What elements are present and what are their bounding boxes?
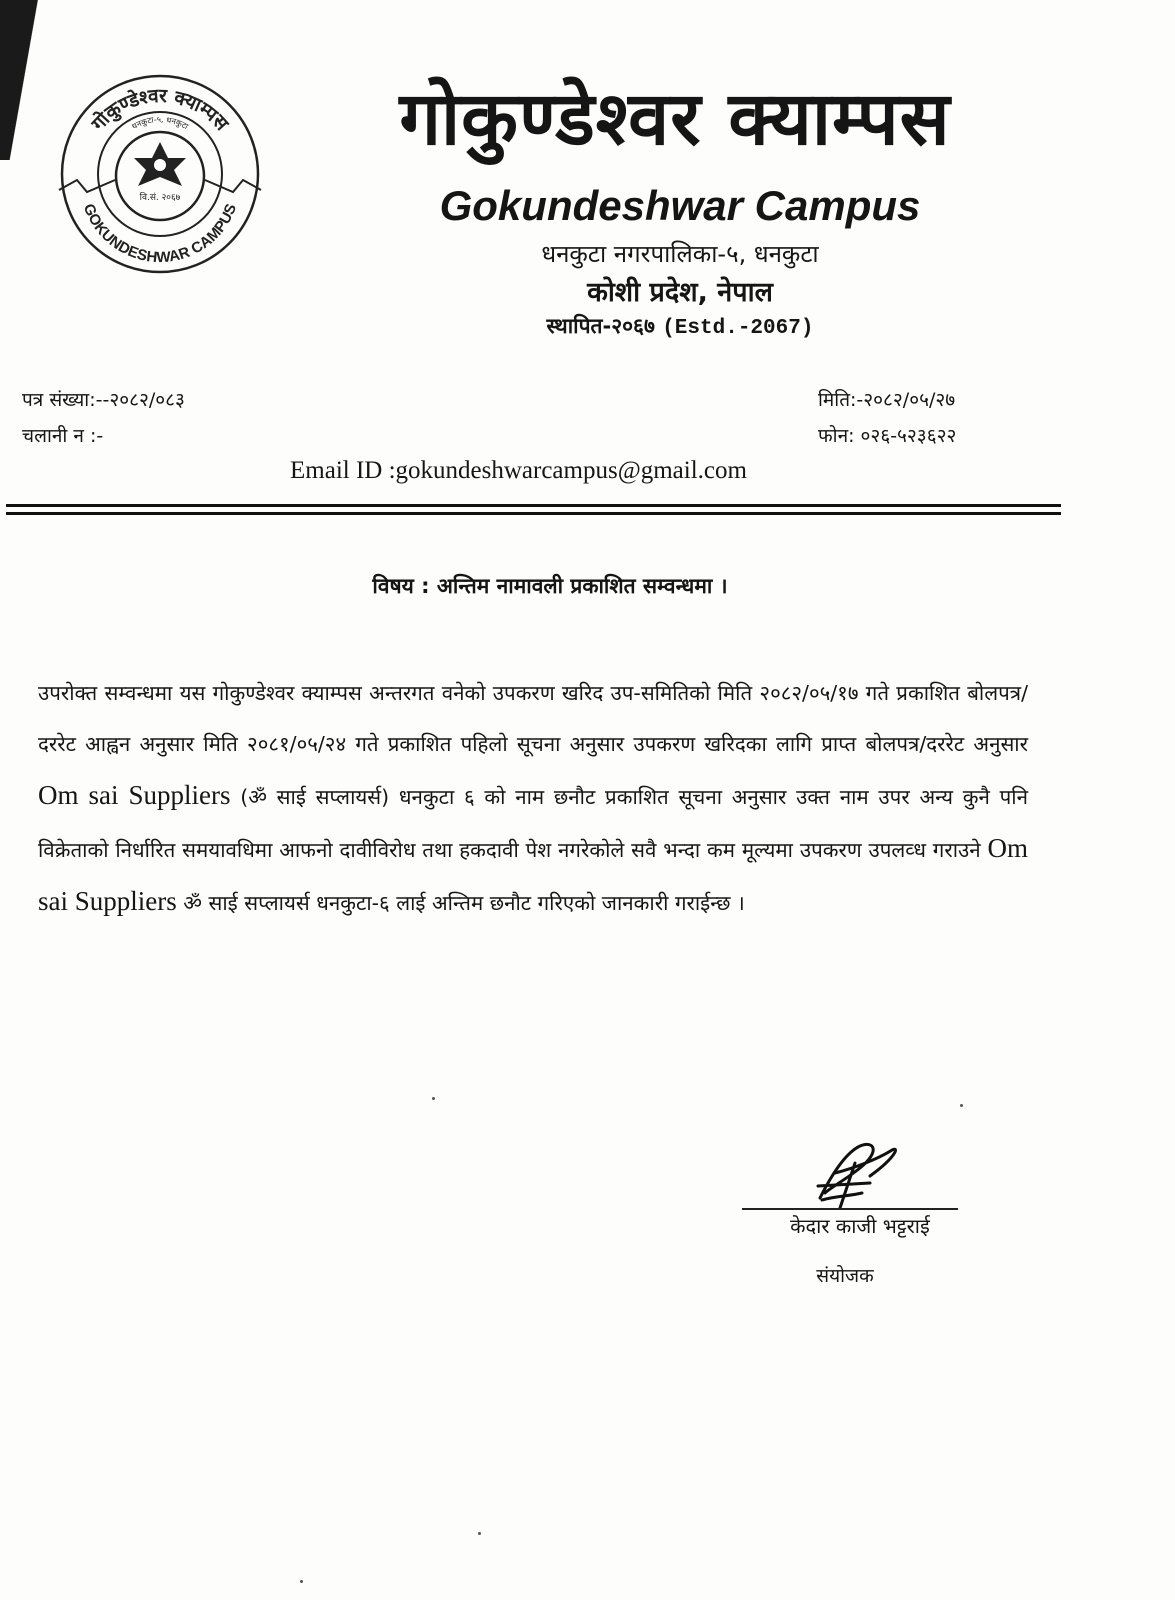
- body-part-1: उपरोक्त सम्वन्धमा यस गोकुण्डेश्वर क्याम्पस अन्तरगत वनेको उपकरण खरिद उप-समितिको मिति २०८२/०५/१७ गते प्रकाशित बोलपत्र/दररेट आह्वन अनुसार मिति २०८१/०५/२४ गते प्रकाशित पहिलो सूचना अनुसार उपकरण खरिदका लागि प्राप्त बोलपत्र/दररेट अनुसार: [38, 681, 1028, 756]
- scan-speck: [960, 1104, 963, 1107]
- seal-ribbon: [59, 180, 261, 192]
- campus-name-english: Gokundeshwar Campus: [439, 182, 921, 229]
- scan-speck: [432, 1097, 435, 1100]
- campus-name-nepali: गोकुण्डेश्वर क्याम्पस: [399, 76, 951, 162]
- address-municipality: धनकुटा नगरपालिका-५, धनकुटा: [541, 240, 819, 268]
- letter-subject: विषय : अन्तिम नामावली प्रकाशित सम्वन्धमा ।: [372, 574, 728, 598]
- phone-number: फोन: ०२६-५२३६२२: [818, 425, 957, 447]
- letter-date: मिति:-२०८२/०५/२७: [818, 389, 956, 411]
- seal-outer-text-english: GOKUNDESHWAR CAMPUS: [79, 201, 241, 267]
- established-year: [430, 312, 930, 340]
- dispatch-number: चलानी न :-: [22, 425, 104, 447]
- seal-star-center: [154, 159, 166, 171]
- body-part-3: ॐ साई सप्लायर्स धनकुटा-६ लाई अन्तिम छनौट गरिएको जानकारी गराईन्छ ।: [183, 891, 745, 915]
- seal-outer-text-nepali: गोकुण्डेश्वर क्याम्पस: [87, 84, 233, 135]
- email-address: Email ID :gokundeshwarcampus@gmail.com: [290, 457, 747, 484]
- letter-body: [38, 668, 1028, 929]
- address-province: कोशी प्रदेश, नेपाल: [587, 277, 773, 308]
- scan-speck: [300, 1580, 303, 1583]
- header-divider-bottom: [6, 512, 1061, 515]
- header-divider-top: [6, 504, 1061, 507]
- seal-center-text: वि.सं. २०६७: [139, 193, 181, 203]
- supplier-name-english: Om sai Suppliers: [38, 780, 231, 810]
- established-english: (Estd.-2067): [662, 317, 814, 340]
- signature-line: [742, 1208, 958, 1210]
- supplier-name-english: Om sai Suppliers: [38, 833, 1028, 916]
- handwritten-signature: [800, 1138, 910, 1218]
- seal-inner-text: धनकुटा-५, धनकुटा: [130, 114, 190, 132]
- established-nepali: स्थापित-२०६७: [546, 314, 655, 338]
- signatory-name: केदार काजी भट्टराई: [790, 1214, 930, 1238]
- body-part-2: (ॐ साई सप्लायर्स) धनकुटा ६ को नाम छनौट प्रकाशित सूचना अनुसार उक्त नाम उपर अन्य कुनै पनि विक्रेताको निर्धारित समयावधिमा आफनो दावीविरोध तथा हकदावी पेश नगरेकोले सवै भन्दा कम मूल्यमा उपकरण उपलव्ध गराउने: [38, 785, 1028, 862]
- campus-seal: [55, 72, 265, 277]
- scan-speck: [478, 1532, 481, 1535]
- scan-edge-shadow: [0, 0, 40, 160]
- signatory-designation: संयोजक: [816, 1265, 874, 1287]
- reference-number: पत्र संख्या:--२०८२/०८३: [22, 389, 185, 411]
